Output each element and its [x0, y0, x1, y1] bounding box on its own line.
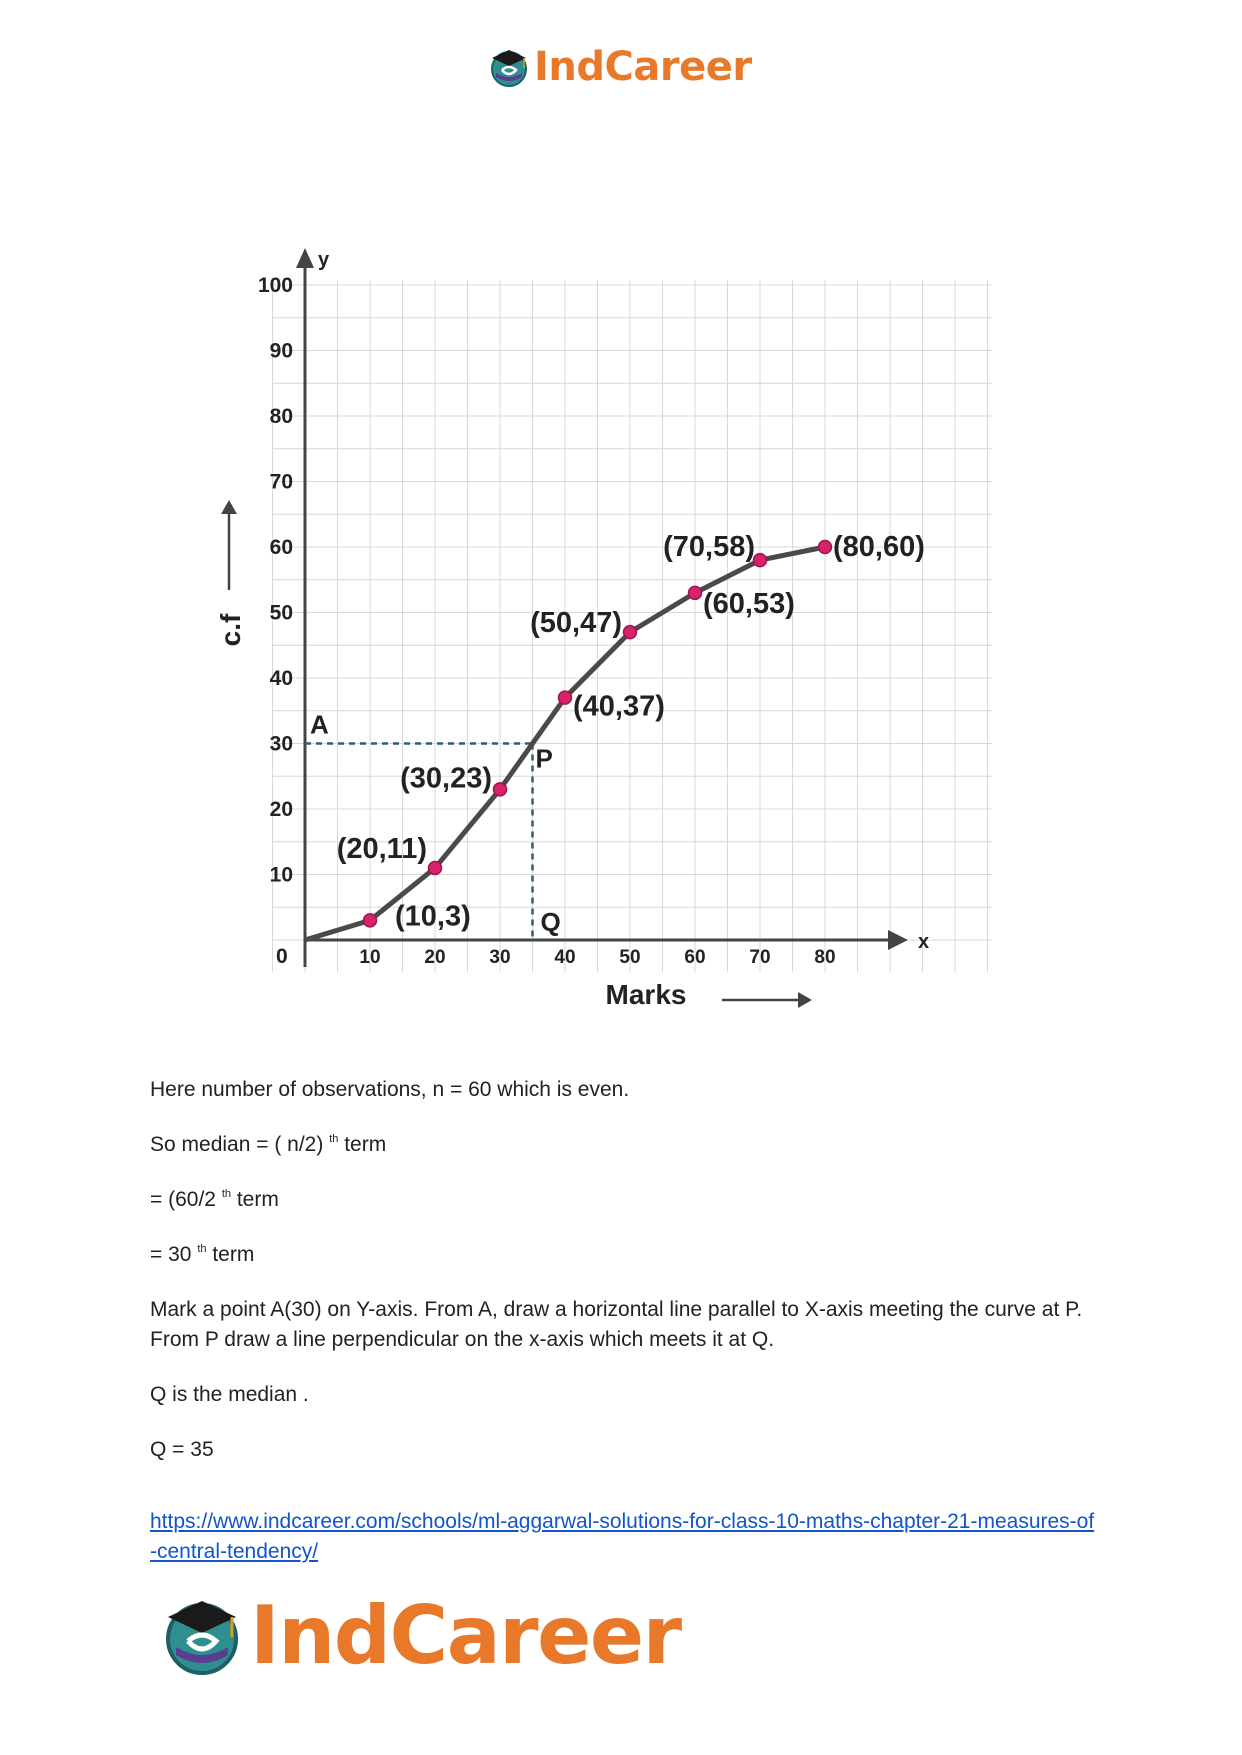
text-fragment: term — [338, 1133, 387, 1156]
y-tick-label: 70 — [269, 470, 293, 494]
data-point — [559, 691, 572, 704]
y-tick-label: 20 — [269, 798, 293, 821]
y-tick-label: 10 — [269, 863, 293, 887]
data-point-label: (10,3) — [395, 900, 471, 933]
text-line-30th — [150, 1240, 1100, 1270]
x-tick-label: 40 — [554, 947, 576, 968]
text-line-instructions — [150, 1295, 1100, 1355]
annotation-label-a: A — [310, 709, 329, 740]
data-point-label: (80,60) — [833, 531, 925, 563]
y-tick-label: 60 — [269, 536, 293, 559]
y-tick-label: 30 — [269, 732, 293, 756]
text-fragment: = 30 — [150, 1243, 192, 1266]
x-axis-title: Marks — [605, 979, 687, 1010]
text-line-median-formula — [150, 1130, 1100, 1160]
x-tick-label: 50 — [619, 947, 641, 968]
logo-bottom — [160, 1585, 681, 1685]
data-point-label: (70,58) — [663, 531, 755, 564]
data-point-label: (30,23) — [400, 762, 492, 795]
y-tick-label: 100 — [257, 274, 293, 297]
data-point — [364, 914, 377, 927]
x-tick-label: 70 — [749, 947, 771, 968]
data-point-label: (60,53) — [703, 587, 795, 620]
x-tick-label: 10 — [359, 947, 381, 968]
explanation-text — [150, 1075, 1100, 1105]
logo-top-text: IndCareer — [534, 44, 752, 90]
superscript-th: th — [221, 1188, 231, 1200]
y-tick-label: 90 — [269, 339, 293, 363]
superscript-th: th — [197, 1243, 207, 1255]
data-point — [754, 554, 767, 567]
text-fragment: term — [231, 1188, 279, 1211]
text-fragment: = (60/2 — [150, 1188, 216, 1211]
source-link[interactable]: https://www.indcareer.com/schools/ml-aggarwal-solutions-for-class-10-maths-chapter-21-measures-of-central-tendency/ — [150, 1510, 1095, 1563]
y-axis-arrow-icon — [296, 248, 314, 268]
text-line-q-median — [150, 1380, 1100, 1410]
text-line-60-2 — [150, 1185, 1100, 1215]
logo-bottom-text: IndCareer — [250, 1588, 681, 1682]
data-point — [429, 861, 442, 874]
y-tick-label: 50 — [269, 601, 293, 625]
text-line-n: Here number of observations, n = 60 which is even. — [150, 1078, 630, 1101]
x-direction-arrow-icon — [798, 992, 812, 1008]
x-tick-label: 20 — [424, 947, 446, 968]
superscript-th: th — [329, 1133, 339, 1145]
y-axis-letter: y — [318, 249, 330, 271]
data-point-label: (40,37) — [573, 690, 665, 723]
data-point-label: (20,11) — [336, 832, 427, 865]
x-tick-label: 80 — [814, 947, 836, 968]
q-is-median: Q is the median . — [150, 1383, 309, 1406]
q-value: Q = 35 — [150, 1438, 214, 1461]
y-axis-title: c.f — [215, 613, 246, 647]
graduation-globe-icon — [160, 1593, 244, 1677]
data-point — [494, 783, 507, 796]
y-direction-arrow-icon — [221, 500, 237, 514]
data-point — [689, 586, 702, 599]
x-tick-label: 60 — [684, 947, 706, 968]
y-tick-label: 80 — [269, 405, 293, 428]
data-point-label: (50,47) — [530, 607, 622, 640]
data-point — [819, 541, 832, 554]
x-axis-arrow-icon — [888, 930, 908, 950]
origin-label: 0 — [276, 945, 288, 968]
annotation-label-q: Q — [540, 907, 561, 937]
x-axis-letter: x — [918, 931, 930, 953]
x-tick-label: 30 — [489, 947, 511, 968]
data-point — [624, 626, 637, 639]
annotation-label-p: P — [535, 743, 553, 774]
y-tick-label: 40 — [269, 667, 293, 690]
text-fragment: So median = ( n/2) — [150, 1133, 324, 1156]
instructions-paragraph: Mark a point A(30) on Y-axis. From A, draw a horizontal line parallel to X-axis meeting the curve at P. From P draw a line perpendicular on the x-axis which meets it at Q. — [150, 1298, 1083, 1351]
text-line-q-value — [150, 1435, 1100, 1465]
text-fragment: term — [206, 1243, 255, 1266]
